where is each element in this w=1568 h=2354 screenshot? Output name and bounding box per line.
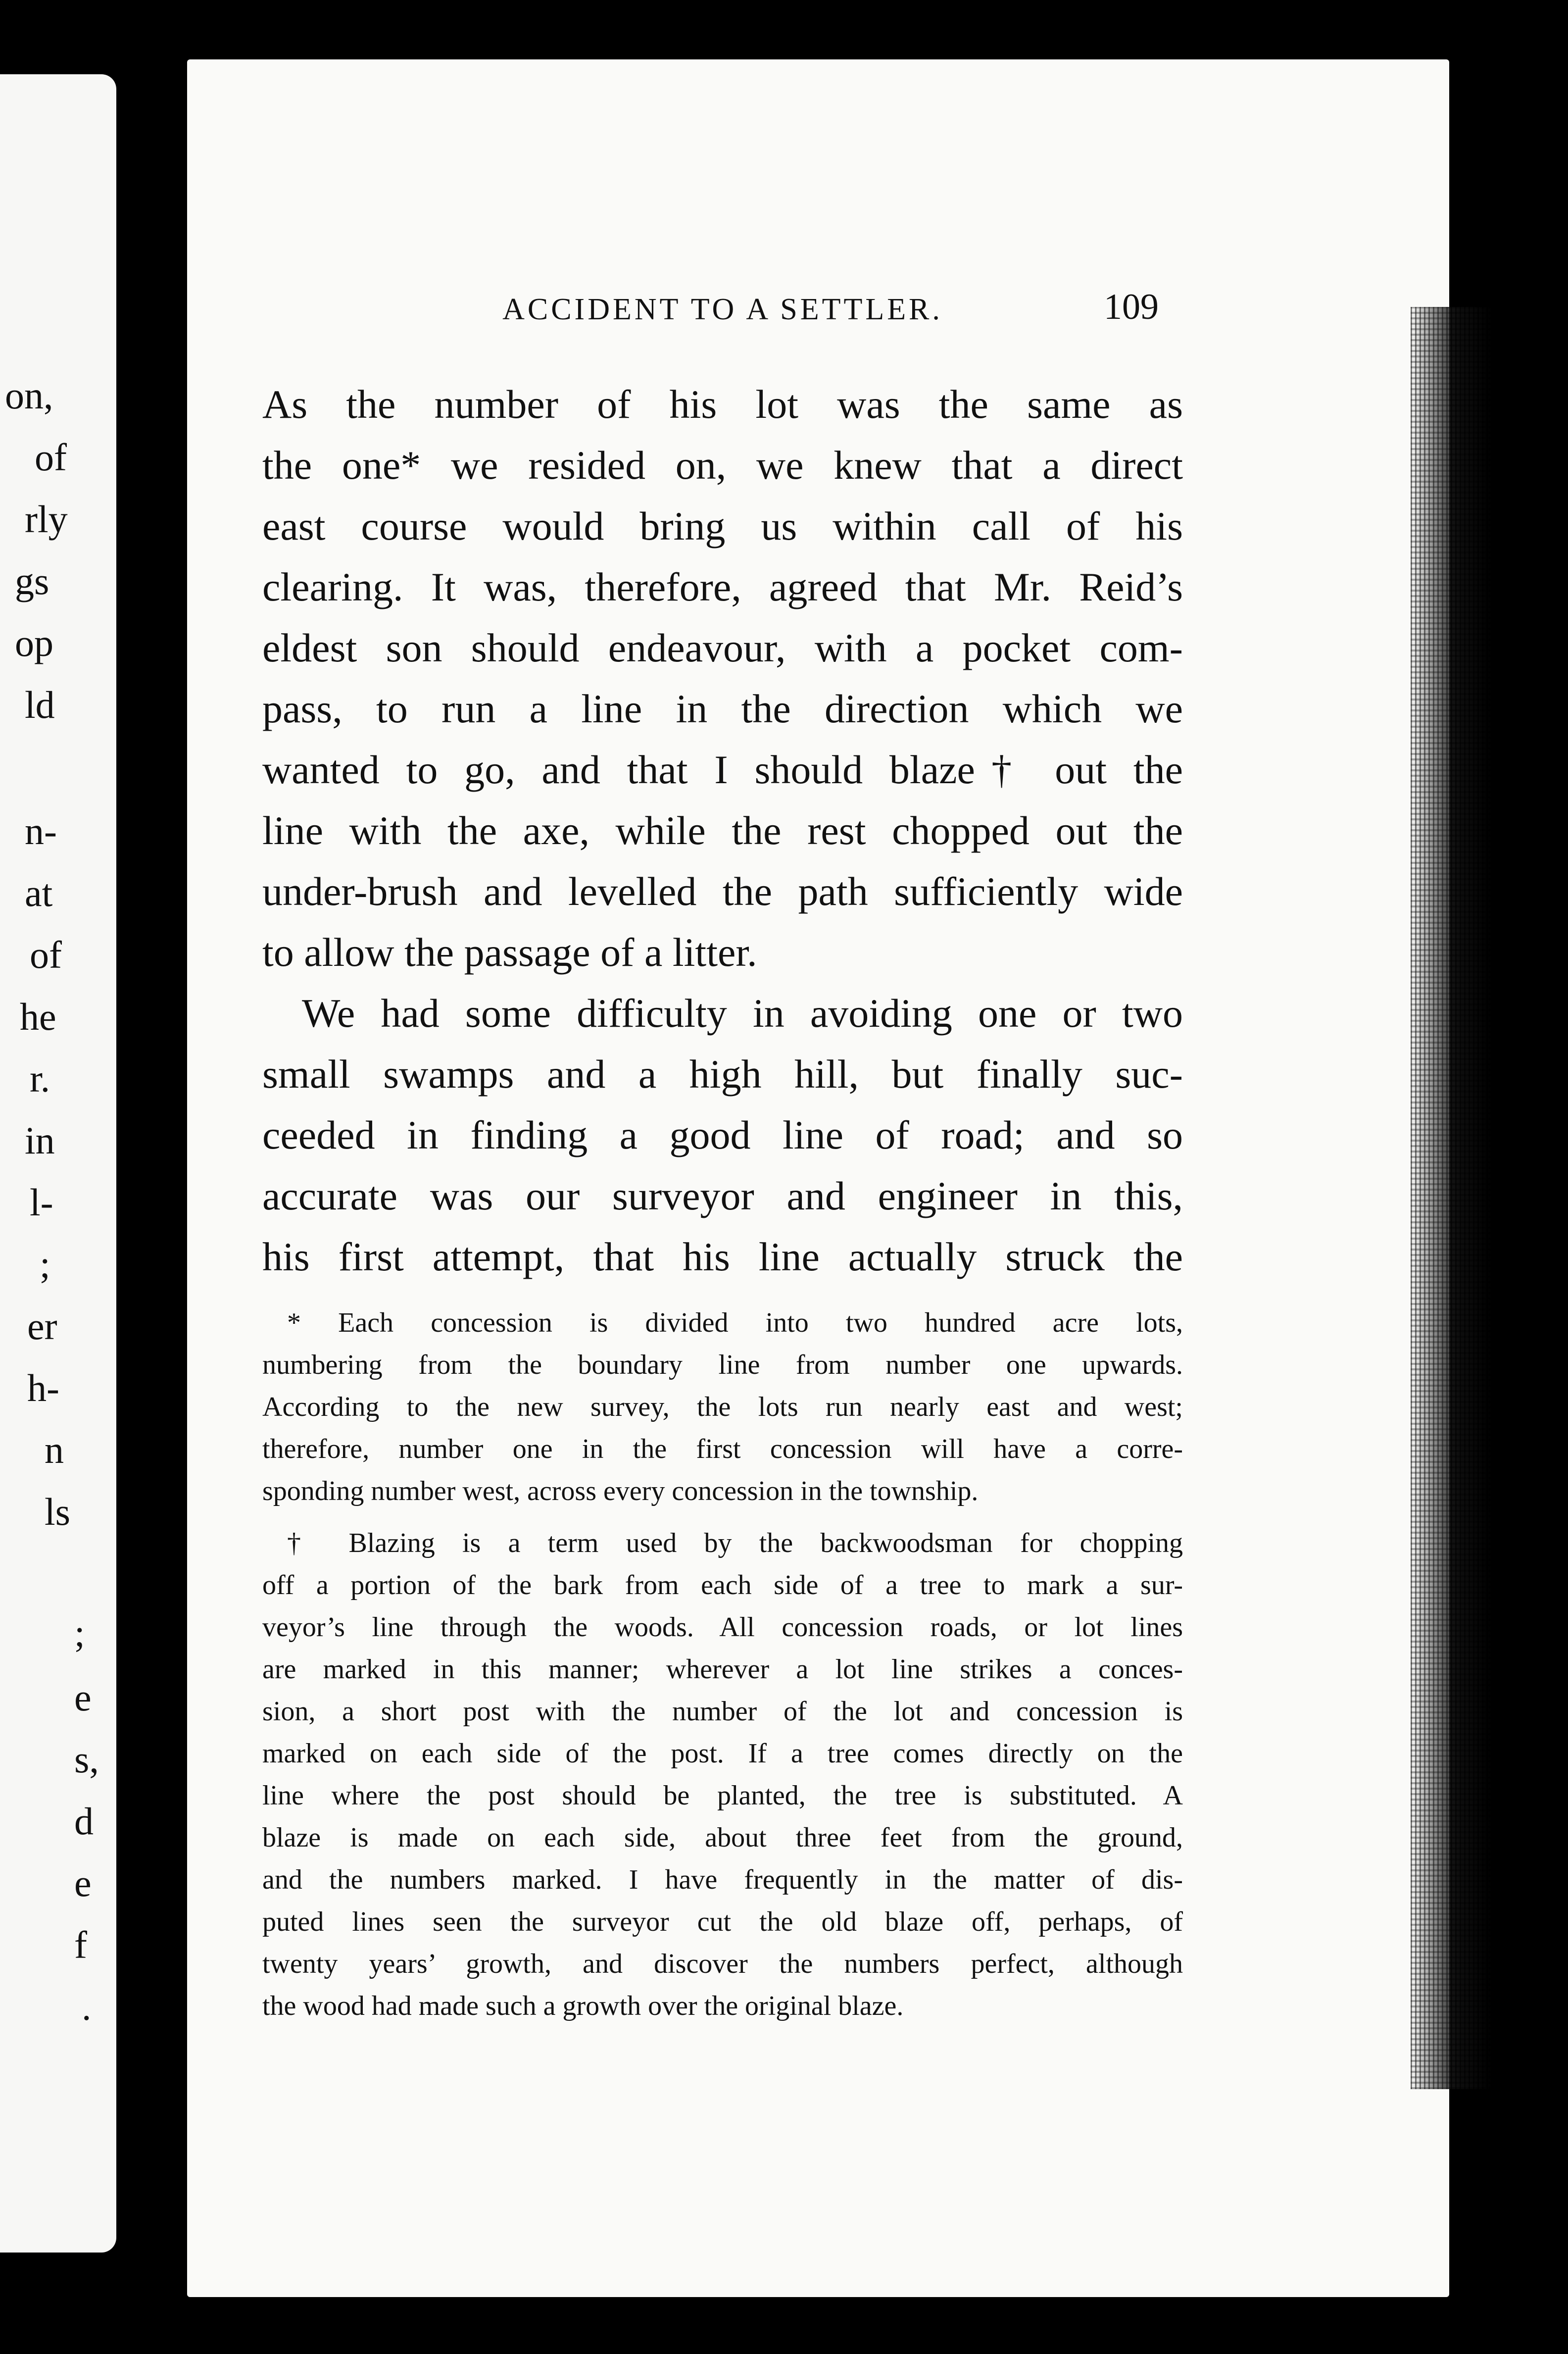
footnotes bbox=[262, 1302, 1183, 2027]
body-line: to allow the passage of a litter. bbox=[262, 930, 757, 975]
left-page-fragment: er bbox=[27, 1304, 57, 1348]
left-page-fragment: ls bbox=[45, 1490, 71, 1533]
left-page-fragment: s, bbox=[74, 1738, 99, 1781]
footnote-dagger bbox=[262, 1522, 1183, 2027]
footnote-line: off a portion of the bark from each side of a tree to mark a sur- bbox=[262, 1570, 1183, 1601]
footnote-line: According to the new survey, the lots run nearly east and west; bbox=[262, 1392, 1183, 1422]
body-line: eldest son should endeavour, with a pocket com- bbox=[262, 625, 1183, 670]
body-line: ceeded in finding a good line of road; and so bbox=[262, 1112, 1183, 1157]
body-line: under-brush and levelled the path sufficiently wide bbox=[262, 869, 1183, 914]
left-page-fragment: gs bbox=[15, 559, 49, 602]
left-page-fragment: r. bbox=[30, 1057, 50, 1100]
left-page-fragment: ; bbox=[40, 1243, 50, 1286]
left-page-fragment: l- bbox=[30, 1181, 53, 1224]
footnote-line: sion, a short post with the number of the lot and concession is bbox=[262, 1696, 1183, 1727]
body-line: east course would bring us within call of his bbox=[262, 503, 1183, 549]
body-line: the one* we resided on, we knew that a direct bbox=[262, 443, 1183, 488]
footnote-line: the wood had made such a growth over the original blaze. bbox=[262, 1991, 904, 2021]
footnote-line: therefore, number one in the first concession will have a corre- bbox=[262, 1434, 1183, 1464]
left-page-fragment: h- bbox=[27, 1366, 59, 1409]
left-page-fragment: d bbox=[74, 1800, 94, 1843]
body-line: line with the axe, while the rest chopped out the bbox=[262, 808, 1183, 853]
body-line: accurate was our surveyor and engineer in this, bbox=[262, 1173, 1183, 1218]
footnote-line: numbering from the boundary line from number one upwards. bbox=[262, 1350, 1183, 1380]
footnote-line: line where the post should be planted, the tree is substituted. A bbox=[262, 1780, 1183, 1811]
left-page-fragment: n- bbox=[25, 809, 57, 852]
footnote-line: † Blazing is a term used by the backwoodsman for chopping bbox=[287, 1528, 1183, 1558]
footnote-line: sponding number west, across every concession in the township. bbox=[262, 1476, 979, 1506]
left-page-fragment: ; bbox=[74, 1611, 85, 1654]
footnote-line: puted lines seen the surveyor cut the old blaze off, perhaps, of bbox=[262, 1906, 1183, 1937]
footnote-asterisk bbox=[262, 1302, 1183, 1512]
left-page-fragment: on, bbox=[5, 374, 53, 417]
left-page-fragment: at bbox=[25, 871, 53, 914]
left-page-fragment: e bbox=[74, 1676, 92, 1719]
left-page-fragment: op bbox=[15, 621, 53, 664]
running-title: ACCIDENT TO A SETTLER. bbox=[502, 293, 943, 326]
footnote-line: blaze is made on each side, about three feet from the ground, bbox=[262, 1822, 1183, 1853]
left-page-fragment: e bbox=[74, 1861, 92, 1904]
body-line: small swamps and a high hill, but finally suc- bbox=[262, 1052, 1183, 1097]
page-number: 109 bbox=[1104, 287, 1159, 327]
body-line: wanted to go, and that I should blaze† out the bbox=[262, 747, 1183, 792]
body-line: clearing. It was, therefore, agreed that Mr. Reid’s bbox=[262, 564, 1183, 609]
footnote-line: and the numbers marked. I have frequently in the matter of dis- bbox=[262, 1864, 1183, 1895]
page-edge-shadow bbox=[1411, 307, 1495, 2089]
footnote-line: twenty years’ growth, and discover the numbers perfect, although bbox=[262, 1949, 1183, 1979]
body-line: We had some difficulty in avoiding one or two bbox=[302, 991, 1183, 1036]
left-page-fragment: of bbox=[35, 436, 67, 479]
footnote-line: * Each concession is divided into two hundred acre lots, bbox=[287, 1307, 1183, 1338]
left-page-fragment: he bbox=[20, 995, 56, 1038]
left-page-fragment: of bbox=[30, 933, 62, 976]
footnote-line: marked on each side of the post. If a tree comes directly on the bbox=[262, 1738, 1183, 1769]
body-line: his first attempt, that his line actually struck the bbox=[262, 1234, 1183, 1279]
left-page-fragment: rly bbox=[25, 498, 68, 541]
body-line: As the number of his lot was the same as bbox=[262, 382, 1183, 427]
left-page-fragment: . bbox=[82, 1985, 92, 2028]
body-line: pass, to run a line in the direction which we bbox=[262, 686, 1183, 731]
footnote-line: veyor’s line through the woods. All concession roads, or lot lines bbox=[262, 1612, 1183, 1643]
left-facing-page bbox=[0, 74, 116, 2253]
footnote-line: are marked in this manner; wherever a lot line strikes a conces- bbox=[262, 1654, 1183, 1685]
left-page-fragment: n bbox=[45, 1428, 64, 1471]
left-page-fragment: ld bbox=[25, 683, 55, 726]
left-page-fragment: in bbox=[25, 1119, 55, 1162]
left-page-fragment: f bbox=[74, 1923, 87, 1966]
body-text bbox=[262, 374, 1183, 1287]
